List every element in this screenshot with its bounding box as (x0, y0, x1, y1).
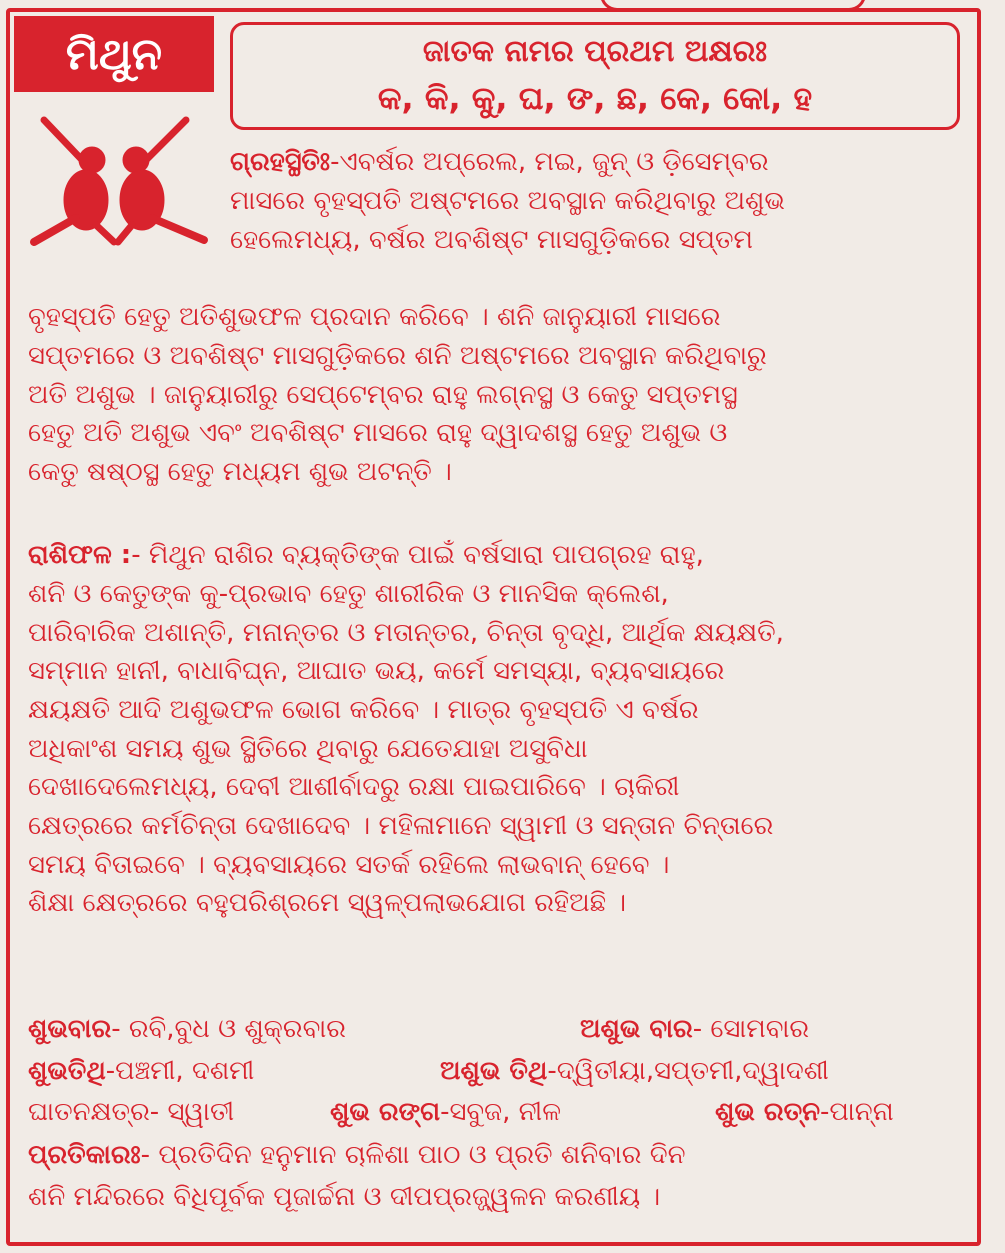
rashiphala-line-9: ସମୟ ବିତାଇବେ । ବ୍ୟବସାୟରେ ସତର୍କ ରହିଲେ ଲାଭବାନ୍ ହେବେ । (28, 850, 670, 880)
rashiphala-label: ରାଶିଫଳ : (28, 540, 132, 570)
rashiphala-line-8: କ୍ଷେତ୍ରରେ କର୍ମଚିନ୍ତା ଦେଖାଦେବ । ମହିଳାମାନେ ସ୍ୱାମୀ ଓ ସନ୍ତାନ ଚିନ୍ତାରେ (28, 811, 774, 841)
shubha-tithi-row (28, 1052, 254, 1091)
graha-line-5: ସପ୍ତମରେ ଓ ଅବଶିଷ୍ଟ ମାସଗୁଡ଼ିକରେ ଶନି ଅଷ୍ଟମରେ ଅବସ୍ଥାନ କରିଥିବାରୁ (28, 341, 767, 371)
rashiphala-line-3: ପାରିବାରିକ ଅଶାନ୍ତି, ମନାନ୍ତର ଓ ମତାନ୍ତର, ଚିନ୍ତା ବୃଦ୍ଧି, ଆର୍ଥିକ କ୍ଷୟକ୍ଷତି, (28, 618, 784, 648)
shubha-tithi-value: -ପଞ୍ଚମୀ, ଦଶମୀ (105, 1056, 255, 1086)
shubha-ranga-label: ଶୁଭ ରଙ୍ଗ (330, 1097, 441, 1127)
rashiphala-line-7: ଦେଖାଦେଲେମଧ୍ୟ, ଦେବୀ ଆଶୀର୍ବାଦରୁ ରକ୍ଷା ପାଇପାରିବେ । ଚାକିରୀ (28, 772, 680, 802)
graha-line-7: ହେତୁ ଅତି ଅଶୁଭ ଏବଂ ଅବଶିଷ୍ଟ ମାସରେ ରାହୁ ଦ୍ୱାଦଶସ୍ଥ ହେତୁ ଅଶୁଭ ଓ (28, 418, 728, 448)
ghata-value: - ସ୍ୱାତୀ (149, 1097, 235, 1127)
shubha-ranga-value: -ସବୁଜ, ନୀଳ (440, 1097, 561, 1127)
pratikara-label: ପ୍ରତିକାରଃ (28, 1140, 141, 1170)
shubha-ratna-row (715, 1093, 894, 1132)
shubha-ratna-value: -ପାନ୍ନା (820, 1097, 894, 1127)
letters-list: କ, କି, କୁ, ଘ, ଙ, ଛ, କେ, କୋ, ହ (377, 79, 813, 117)
shubha-ratna-label: ଶୁଭ ରତ୍ନ (715, 1097, 821, 1127)
rashiphala-text: - ମିଥୁନ ରାଶିର ବ୍ୟକ୍ତିଙ୍କ ପାଇଁ ବର୍ଷସାରା ପାପଗ୍ରହ ରାହୁ, (131, 540, 704, 570)
sign-title: ମିଥୁନ (14, 16, 214, 92)
ashubha-tithi-label: ଅଶୁଭ ତିଥି (440, 1056, 548, 1086)
ghata-label: ଘାତନକ୍ଷତ୍ର (28, 1097, 150, 1127)
rashiphala-line-5: କ୍ଷୟକ୍ଷତି ଆଦି ଅଶୁଭଫଳ ଭୋଗ କରିବେ । ମାତ୍ର ବୃହସ୍ପତି ଏ ବର୍ଷର (28, 695, 699, 725)
ashubha-tithi-row (440, 1052, 829, 1091)
top-decoration (600, 0, 866, 11)
rashiphala-line-10: ଶିକ୍ଷା କ୍ଷେତ୍ରରେ ବହୁପରିଶ୍ରମେ ସ୍ୱଳ୍ପଲାଭଯୋଗ ରହିଅଛି । (28, 888, 627, 918)
shubha-bara-row (28, 1010, 346, 1049)
shubha-bara-label: ଶୁଭବାର (28, 1014, 112, 1044)
rashiphala-line-1 (28, 536, 704, 575)
shubha-tithi-label: ଶୁଭତିଥି (28, 1056, 106, 1086)
pratikara-line-1 (28, 1136, 686, 1175)
graha-label: ଗ୍ରହସ୍ଥିତିଃ (230, 147, 331, 177)
graha-text: -ଏବର୍ଷର ଅପ୍ରେଲ, ମଇ, ଜୁନ୍ ଓ ଡ଼ିସେମ୍ବର (330, 147, 769, 177)
rashiphala-line-4: ସମ୍ମାନ ହାନୀ, ବାଧାବିଘ୍ନ, ଆଘାତ ଭୟ, କର୍ମେ ସମସ୍ୟା, ବ୍ୟବସାୟରେ (28, 656, 725, 686)
ashubha-bara-row (580, 1010, 809, 1049)
twins-icon (14, 100, 214, 250)
graha-line-4: ବୃହସ୍ପତି ହେତୁ ଅତିଶୁଭଫଳ ପ୍ରଦାନ କରିବେ । ଶନି ଜାନୁୟାରୀ ମାସରେ (28, 302, 721, 332)
ghata-row (28, 1093, 234, 1132)
graha-line-6: ଅତି ଅଶୁଭ । ଜାନୁୟାରୀରୁ ସେପ୍ଟେମ୍ବର ରାହୁ ଲଗ୍ନସ୍ଥ ଓ କେତୁ ସପ୍ତମସ୍ଥ (28, 380, 738, 410)
letters-heading: ଜାତକ ନାମର ପ୍ରଥମ ଅକ୍ଷରଃ (422, 34, 768, 69)
ashubha-tithi-value: -ଦ୍ୱିତୀୟା,ସପ୍ତମୀ,ଦ୍ୱାଦଶୀ (547, 1056, 829, 1086)
name-letters-box (230, 22, 960, 130)
shubha-ranga-row (330, 1093, 561, 1132)
ashubha-bara-label: ଅଶୁଭ ବାର (580, 1014, 693, 1044)
ashubha-bara-value: - ସୋମବାର (692, 1014, 810, 1044)
graha-line-8: କେତୁ ଷଷ୍ଠସ୍ଥ ହେତୁ ମଧ୍ୟମ ଶୁଭ ଅଟନ୍ତି । (28, 457, 452, 487)
rashiphala-line-2: ଶନି ଓ କେତୁଙ୍କ କୁ-ପ୍ରଭାବ ହେତୁ ଶାରୀରିକ ଓ ମାନସିକ କ୍ଲେଶ, (28, 579, 669, 609)
graha-line-1 (230, 143, 769, 182)
pratikara-text-1: - ପ୍ରତିଦିନ ହନୁମାନ ଚାଳିଶା ପାଠ ଓ ପ୍ରତି ଶନିବାର ଦିନ (140, 1140, 686, 1170)
rashiphala-line-6: ଅଧିକାଂଶ ସମୟ ଶୁଭ ସ୍ଥିତିରେ ଥିବାରୁ ଯେତେଯାହା ଅସୁବିଧା (28, 734, 588, 764)
graha-line-2: ମାସରେ ବୃହସ୍ପତି ଅଷ୍ଟମରେ ଅବସ୍ଥାନ କରିଥିବାରୁ ଅଶୁଭ (230, 186, 785, 216)
shubha-bara-value: - ରବି,ବୁଧ ଓ ଶୁକ୍ରବାର (111, 1014, 346, 1044)
pratikara-line-2: ଶନି ମନ୍ଦିରରେ ବିଧିପୂର୍ବକ ପୂଜାର୍ଚ୍ଚନା ଓ ଦୀପପ୍ରଜ୍ଜ୍ୱଳନ କରଣୀୟ । (28, 1182, 661, 1212)
graha-line-3: ହେଲେମଧ୍ୟ, ବର୍ଷର ଅବଶିଷ୍ଟ ମାସଗୁଡ଼ିକରେ ସପ୍ତମ (230, 225, 753, 255)
